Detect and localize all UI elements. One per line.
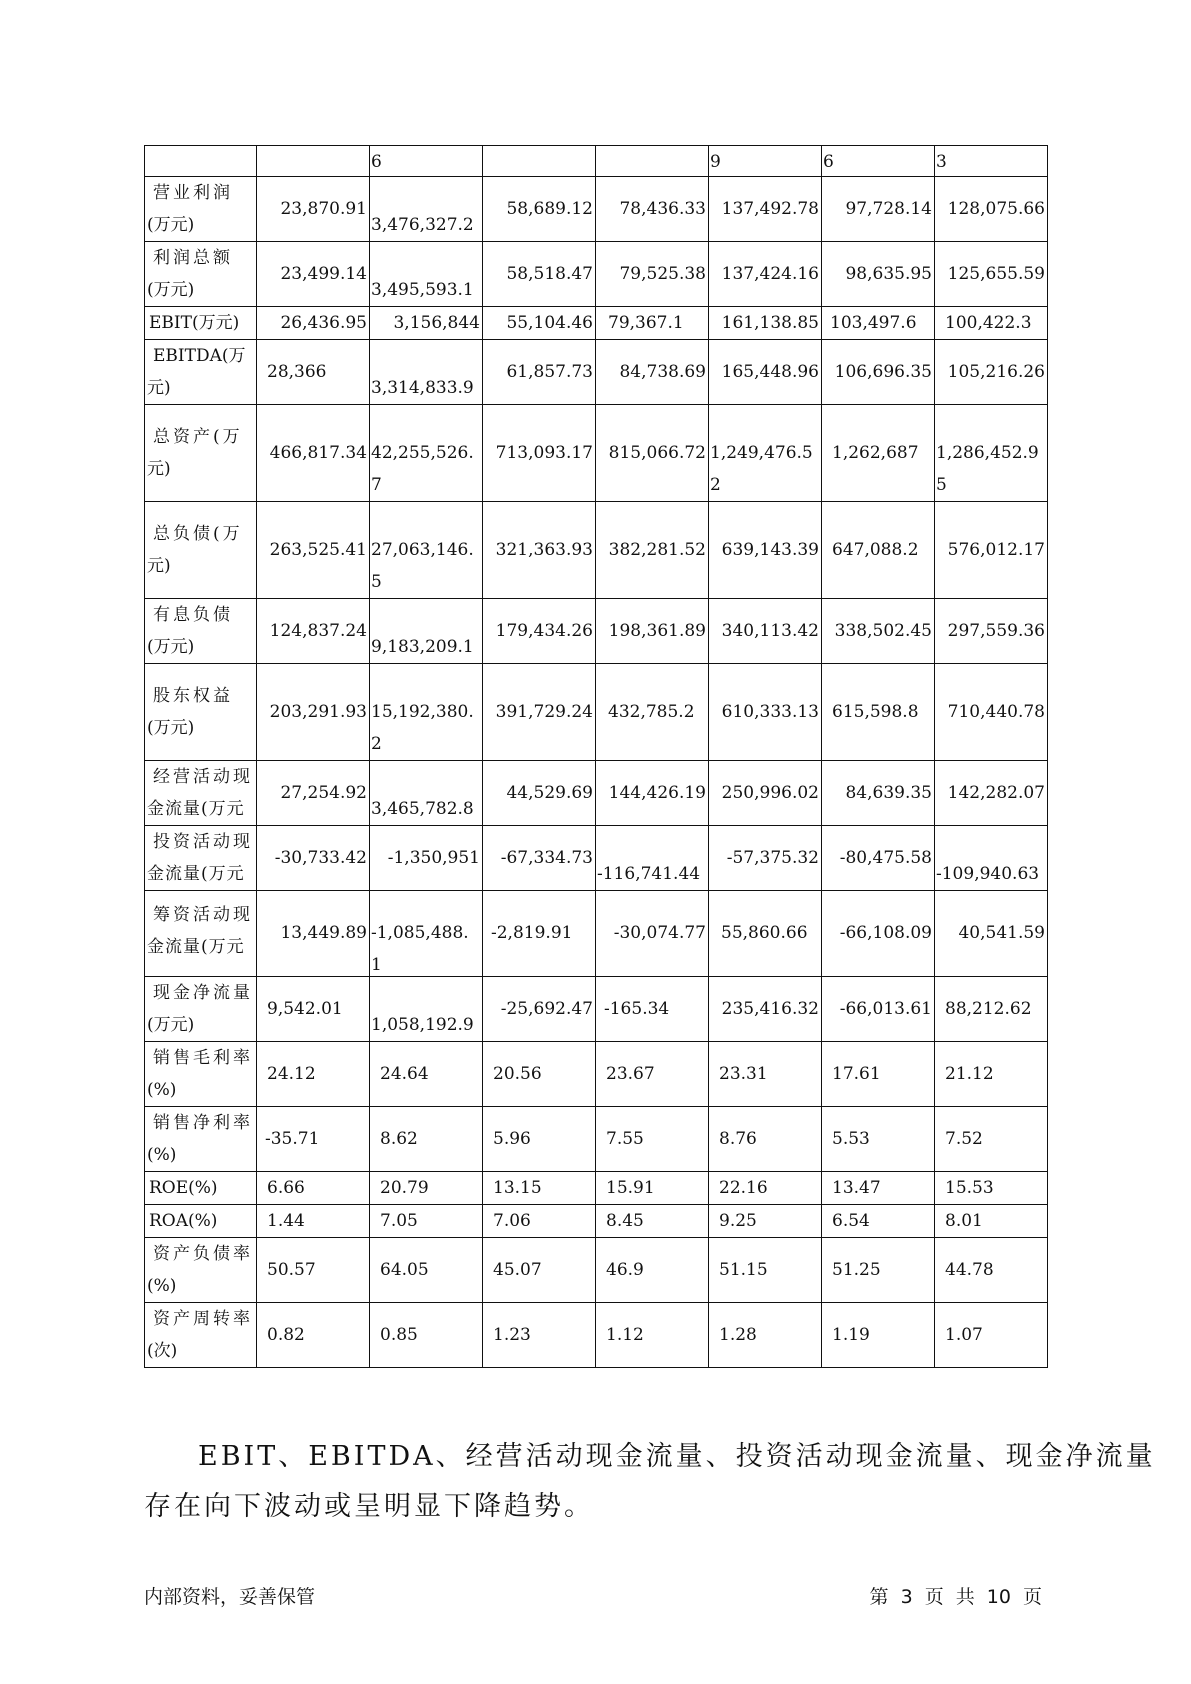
table-cell: 710,440.78 bbox=[935, 664, 1048, 761]
table-cell: 8.01 bbox=[935, 1205, 1048, 1238]
table-cell: 23,870.91 bbox=[257, 177, 370, 242]
table-cell: 20.79 bbox=[370, 1172, 483, 1205]
table-cell: 340,113.42 bbox=[709, 599, 822, 664]
table-cell: 165,448.96 bbox=[709, 340, 822, 405]
table-cell: 639,143.39 bbox=[709, 502, 822, 599]
table-row bbox=[145, 307, 1048, 340]
table-cell: 7.52 bbox=[935, 1107, 1048, 1172]
table-cell: 1.23 bbox=[483, 1303, 596, 1368]
row-label: 有息负债 (万元) bbox=[145, 599, 257, 664]
table-cell: 50.57 bbox=[257, 1238, 370, 1303]
table-cell: 7.05 bbox=[370, 1205, 483, 1238]
row-label: ROE(%) bbox=[145, 1172, 257, 1205]
table-cell: -25,692.47 bbox=[483, 977, 596, 1042]
table-row bbox=[145, 1238, 1048, 1303]
row-label: 总资产(万 元) bbox=[145, 405, 257, 502]
table-cell: 9,183,209.1 bbox=[370, 599, 483, 664]
table-cell: 142,282.07 bbox=[935, 761, 1048, 826]
header-cell: 6 bbox=[370, 146, 483, 177]
table-row bbox=[145, 1172, 1048, 1205]
table-cell: 17.61 bbox=[822, 1042, 935, 1107]
header-cell: 9 bbox=[709, 146, 822, 177]
table-cell: 15,192,380. 2 bbox=[370, 664, 483, 761]
table-cell: 615,598.8 bbox=[822, 664, 935, 761]
table-row bbox=[145, 405, 1048, 502]
row-label: ROA(%) bbox=[145, 1205, 257, 1238]
table-row bbox=[145, 977, 1048, 1042]
table-cell: -2,819.91 bbox=[483, 891, 596, 977]
table-cell: 61,857.73 bbox=[483, 340, 596, 405]
table-cell: 263,525.41 bbox=[257, 502, 370, 599]
table-cell: 13.47 bbox=[822, 1172, 935, 1205]
table-cell: 64.05 bbox=[370, 1238, 483, 1303]
table-cell: -109,940.63 bbox=[935, 826, 1048, 891]
table-cell: 3,156,844 bbox=[370, 307, 483, 340]
table-cell: -35.71 bbox=[257, 1107, 370, 1172]
row-label: 筹资活动现 金流量(万元 bbox=[145, 891, 257, 977]
table-cell: 124,837.24 bbox=[257, 599, 370, 664]
table-cell: 466,817.34 bbox=[257, 405, 370, 502]
footer-confidential-note: 内部资料，妥善保管 bbox=[144, 1586, 316, 1608]
table-cell: -30,074.77 bbox=[596, 891, 709, 977]
table-cell: -1,350,951 bbox=[370, 826, 483, 891]
table-cell: 815,066.72 bbox=[596, 405, 709, 502]
row-label: 投资活动现 金流量(万元 bbox=[145, 826, 257, 891]
table-cell: 144,426.19 bbox=[596, 761, 709, 826]
table-cell: 1.07 bbox=[935, 1303, 1048, 1368]
table-cell: 1,262,687 bbox=[822, 405, 935, 502]
table-row bbox=[145, 826, 1048, 891]
table-cell: 297,559.36 bbox=[935, 599, 1048, 664]
row-label: 经营活动现 金流量(万元 bbox=[145, 761, 257, 826]
header-cell bbox=[483, 146, 596, 177]
table-cell: 79,367.1 bbox=[596, 307, 709, 340]
header-cell bbox=[257, 146, 370, 177]
table-cell: 9,542.01 bbox=[257, 977, 370, 1042]
table-cell: 88,212.62 bbox=[935, 977, 1048, 1042]
row-label: 利润总额 (万元) bbox=[145, 242, 257, 307]
table-cell: 576,012.17 bbox=[935, 502, 1048, 599]
table-cell: 713,093.17 bbox=[483, 405, 596, 502]
row-label: 营业利润 (万元) bbox=[145, 177, 257, 242]
table-cell: 7.06 bbox=[483, 1205, 596, 1238]
table-cell: -66,013.61 bbox=[822, 977, 935, 1042]
header-cell bbox=[145, 146, 257, 177]
table-cell: 137,424.16 bbox=[709, 242, 822, 307]
table-cell: 46.9 bbox=[596, 1238, 709, 1303]
table-row bbox=[145, 599, 1048, 664]
table-cell: -1,085,488. 1 bbox=[370, 891, 483, 977]
paragraph-line: 存在向下波动或呈明显下降趋势。 bbox=[144, 1491, 594, 1522]
row-label: EBITDA(万 元) bbox=[145, 340, 257, 405]
table-cell: 84,639.35 bbox=[822, 761, 935, 826]
table-cell: 3,465,782.8 bbox=[370, 761, 483, 826]
table-cell: 128,075.66 bbox=[935, 177, 1048, 242]
table-cell: 198,361.89 bbox=[596, 599, 709, 664]
table-cell: 235,416.32 bbox=[709, 977, 822, 1042]
table-cell: 23.67 bbox=[596, 1042, 709, 1107]
table-row bbox=[145, 1042, 1048, 1107]
table-cell: 125,655.59 bbox=[935, 242, 1048, 307]
table-cell: 26,436.95 bbox=[257, 307, 370, 340]
table-cell: -30,733.42 bbox=[257, 826, 370, 891]
table-cell: -116,741.44 bbox=[596, 826, 709, 891]
table-cell: 84,738.69 bbox=[596, 340, 709, 405]
table-cell: 1,058,192.9 bbox=[370, 977, 483, 1042]
table-cell: 6.54 bbox=[822, 1205, 935, 1238]
table-cell: -66,108.09 bbox=[822, 891, 935, 977]
table-cell: 137,492.78 bbox=[709, 177, 822, 242]
table-cell: 78,436.33 bbox=[596, 177, 709, 242]
table-row bbox=[145, 891, 1048, 977]
table-cell: 79,525.38 bbox=[596, 242, 709, 307]
table-cell: 3,495,593.1 bbox=[370, 242, 483, 307]
table-cell: 391,729.24 bbox=[483, 664, 596, 761]
table-cell: 55,860.66 bbox=[709, 891, 822, 977]
table-cell: 321,363.93 bbox=[483, 502, 596, 599]
table-cell: 51.15 bbox=[709, 1238, 822, 1303]
table-cell: 100,422.3 bbox=[935, 307, 1048, 340]
table-cell: 44,529.69 bbox=[483, 761, 596, 826]
row-label: EBIT(万元) bbox=[145, 307, 257, 340]
table-cell: 105,216.26 bbox=[935, 340, 1048, 405]
body-paragraph bbox=[144, 1432, 1156, 1532]
table-cell: 1,249,476.5 2 bbox=[709, 405, 822, 502]
table-cell: 7.55 bbox=[596, 1107, 709, 1172]
table-cell: 610,333.13 bbox=[709, 664, 822, 761]
table-row bbox=[145, 242, 1048, 307]
table-cell: 6.66 bbox=[257, 1172, 370, 1205]
table-cell: 23.31 bbox=[709, 1042, 822, 1107]
header-cell bbox=[596, 146, 709, 177]
table-cell: 179,434.26 bbox=[483, 599, 596, 664]
table-cell: 3,476,327.2 bbox=[370, 177, 483, 242]
table-cell: 55,104.46 bbox=[483, 307, 596, 340]
table-cell: 1.28 bbox=[709, 1303, 822, 1368]
table-cell: 432,785.2 bbox=[596, 664, 709, 761]
table-cell: 24.12 bbox=[257, 1042, 370, 1107]
footer-page-number: 第 3 页 共 10 页 bbox=[869, 1586, 1042, 1608]
row-label: 现金净流量 (万元) bbox=[145, 977, 257, 1042]
table-cell: -80,475.58 bbox=[822, 826, 935, 891]
table-cell: 28,366 bbox=[257, 340, 370, 405]
table-cell: 97,728.14 bbox=[822, 177, 935, 242]
row-label: 销售毛利率 (%) bbox=[145, 1042, 257, 1107]
table-cell: 0.85 bbox=[370, 1303, 483, 1368]
table-row bbox=[145, 761, 1048, 826]
table-cell: 40,541.59 bbox=[935, 891, 1048, 977]
table-cell: 51.25 bbox=[822, 1238, 935, 1303]
table-row bbox=[145, 177, 1048, 242]
table-cell: 3,314,833.9 bbox=[370, 340, 483, 405]
table-cell: 8.76 bbox=[709, 1107, 822, 1172]
table-cell: 13,449.89 bbox=[257, 891, 370, 977]
header-cell: 6 bbox=[822, 146, 935, 177]
table-cell: 161,138.85 bbox=[709, 307, 822, 340]
table-cell: 15.53 bbox=[935, 1172, 1048, 1205]
table-cell: 58,689.12 bbox=[483, 177, 596, 242]
table-cell: 13.15 bbox=[483, 1172, 596, 1205]
table-row bbox=[145, 664, 1048, 761]
table-row bbox=[145, 340, 1048, 405]
table-cell: 27,254.92 bbox=[257, 761, 370, 826]
table-cell: -165.34 bbox=[596, 977, 709, 1042]
table-cell: 27,063,146. 5 bbox=[370, 502, 483, 599]
table-cell: 5.53 bbox=[822, 1107, 935, 1172]
table-cell: 5.96 bbox=[483, 1107, 596, 1172]
table-cell: 0.82 bbox=[257, 1303, 370, 1368]
table-cell: 15.91 bbox=[596, 1172, 709, 1205]
table-cell: 338,502.45 bbox=[822, 599, 935, 664]
table-cell: 8.45 bbox=[596, 1205, 709, 1238]
financial-table bbox=[144, 145, 1048, 1368]
table-cell: 1.19 bbox=[822, 1303, 935, 1368]
table-row bbox=[145, 1107, 1048, 1172]
table-cell: 98,635.95 bbox=[822, 242, 935, 307]
table-cell: 1.44 bbox=[257, 1205, 370, 1238]
table-cell: 203,291.93 bbox=[257, 664, 370, 761]
table-cell: 1.12 bbox=[596, 1303, 709, 1368]
row-label: 销售净利率 (%) bbox=[145, 1107, 257, 1172]
paragraph-line: EBIT、EBITDA、经营活动现金流量、投资活动现金流量、现金净流量 bbox=[198, 1441, 1156, 1472]
table-cell: 9.25 bbox=[709, 1205, 822, 1238]
table-cell: 24.64 bbox=[370, 1042, 483, 1107]
table-header-row bbox=[145, 146, 1048, 177]
table-row bbox=[145, 1303, 1048, 1368]
table-cell: 58,518.47 bbox=[483, 242, 596, 307]
table-cell: 45.07 bbox=[483, 1238, 596, 1303]
table-cell: 8.62 bbox=[370, 1107, 483, 1172]
row-label: 总负债(万 元) bbox=[145, 502, 257, 599]
table-cell: 23,499.14 bbox=[257, 242, 370, 307]
row-label: 资产周转率 (次) bbox=[145, 1303, 257, 1368]
header-cell: 3 bbox=[935, 146, 1048, 177]
table-cell: 20.56 bbox=[483, 1042, 596, 1107]
table-row bbox=[145, 502, 1048, 599]
table-cell: 250,996.02 bbox=[709, 761, 822, 826]
row-label: 资产负债率 (%) bbox=[145, 1238, 257, 1303]
table-cell: -57,375.32 bbox=[709, 826, 822, 891]
table-cell: 42,255,526. 7 bbox=[370, 405, 483, 502]
table-cell: 106,696.35 bbox=[822, 340, 935, 405]
table-cell: 44.78 bbox=[935, 1238, 1048, 1303]
table-cell: 382,281.52 bbox=[596, 502, 709, 599]
table-cell: 22.16 bbox=[709, 1172, 822, 1205]
table-row bbox=[145, 1205, 1048, 1238]
table-cell: -67,334.73 bbox=[483, 826, 596, 891]
row-label: 股东权益 (万元) bbox=[145, 664, 257, 761]
table-cell: 1,286,452.9 5 bbox=[935, 405, 1048, 502]
table-cell: 103,497.6 bbox=[822, 307, 935, 340]
table-cell: 647,088.2 bbox=[822, 502, 935, 599]
table-cell: 21.12 bbox=[935, 1042, 1048, 1107]
